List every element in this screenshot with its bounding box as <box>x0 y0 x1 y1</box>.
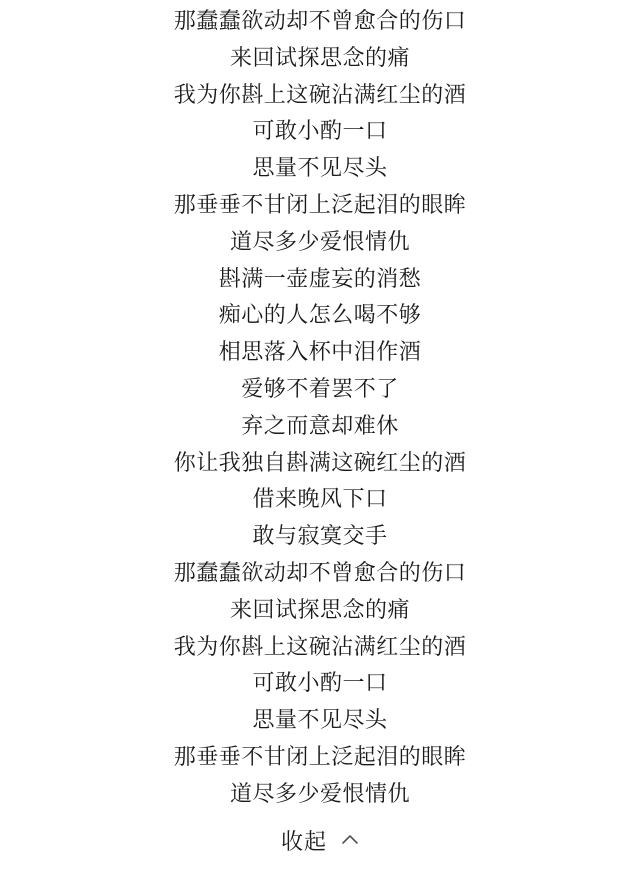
lyric-line: 弃之而意却难休 <box>241 413 399 439</box>
lyrics-list <box>0 4 640 814</box>
lyric-line: 斟满一壶虚妄的消愁 <box>218 266 422 292</box>
lyric-line: 来回试探思念的痛 <box>229 45 410 71</box>
lyric-line: 可敢小酌一口 <box>252 671 388 697</box>
lyric-line: 那蠢蠢欲动却不曾愈合的伤口 <box>173 9 467 34</box>
lyric-line: 那蠢蠢欲动却不曾愈合的伤口 <box>173 560 467 586</box>
lyric-line: 敢与寂寞交手 <box>252 524 388 550</box>
chevron-up-icon <box>341 831 359 849</box>
collapse-label: 收起 <box>280 829 327 855</box>
collapse-button[interactable] <box>0 820 640 860</box>
lyric-line: 可敢小酌一口 <box>252 119 388 145</box>
lyric-line: 道尽多少爱恨情仇 <box>229 229 410 255</box>
lyric-line: 我为你斟上这碗沾满红尘的酒 <box>173 82 467 108</box>
lyric-line: 那垂垂不甘闭上泛起泪的眼眸 <box>173 744 467 770</box>
lyric-line: 痴心的人怎么喝不够 <box>218 303 422 329</box>
lyric-line: 爱够不着罢不了 <box>241 376 399 402</box>
lyric-line: 借来晚风下口 <box>252 487 388 513</box>
lyric-line: 你让我独自斟满这碗红尘的酒 <box>173 450 467 476</box>
lyric-line: 我为你斟上这碗沾满红尘的酒 <box>173 634 467 660</box>
lyric-line: 思量不见尽头 <box>252 156 388 182</box>
lyric-line: 来回试探思念的痛 <box>229 597 410 623</box>
lyric-line: 那垂垂不甘闭上泛起泪的眼眸 <box>173 192 467 218</box>
lyric-line: 道尽多少爱恨情仇 <box>229 781 410 807</box>
lyric-line: 思量不见尽头 <box>252 708 388 734</box>
lyric-line: 相思落入杯中泪作酒 <box>218 340 422 366</box>
